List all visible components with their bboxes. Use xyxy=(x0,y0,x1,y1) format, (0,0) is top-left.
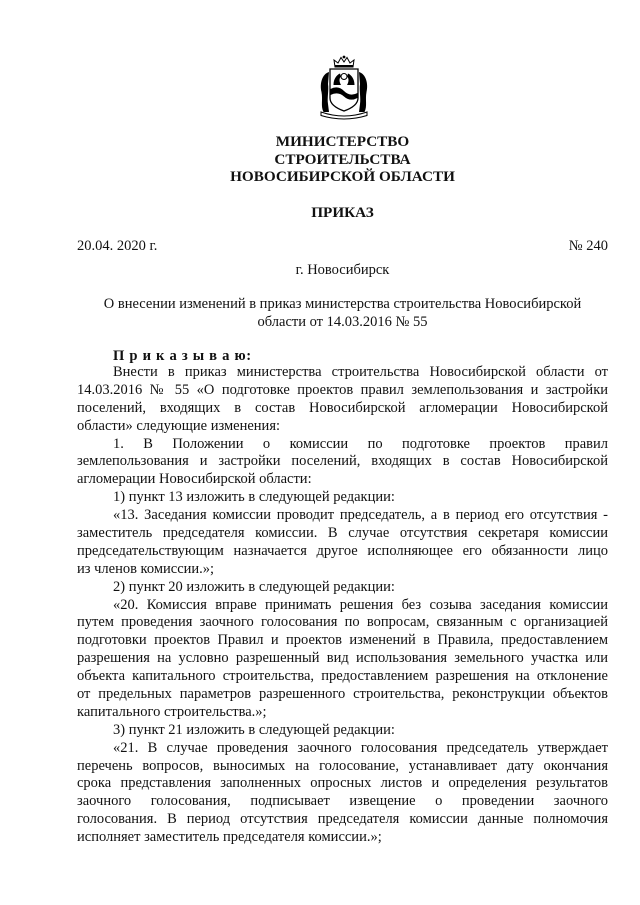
text-line: агломерации Новосибирской области: xyxy=(77,471,312,488)
paragraph-item-1 xyxy=(77,436,608,490)
text-line: 1) пункт 13 изложить в следующей редакции: xyxy=(113,489,395,506)
date-number-row xyxy=(77,237,608,255)
text-line: заместитель председателя комиссии. В случае отсутствия секретаря комиссии xyxy=(77,525,608,542)
ministry-header-line: НОВОСИБИРСКОЙ ОБЛАСТИ xyxy=(230,168,455,185)
document-type-title: ПРИКАЗ xyxy=(311,204,374,221)
paragraph-clause-20 xyxy=(77,597,608,722)
paragraph-subitem-3 xyxy=(77,722,608,740)
document-subject-line: О внесении изменений в приказ министерства строительства Новосибирской xyxy=(103,296,582,312)
paragraph-subitem-1 xyxy=(77,489,608,507)
paragraph-amend-order xyxy=(77,364,608,436)
text-line: «20. Комиссия вправе принимать решения без созыва заседания комиссии xyxy=(113,596,608,613)
text-line: путем проведения заочного голосования по вопросам, связанным с организацией xyxy=(77,614,608,631)
text-line: «13. Заседания комиссии проводит председатель, а в период его отсутствия - xyxy=(113,507,608,524)
text-line: срока представления заполненных опросных листов и определения результатов xyxy=(77,775,608,792)
text-line: заочного голосования, подписывает извещение о проведении заочного xyxy=(77,793,608,810)
text-line: поселений, входящих в состав Новосибирской агломерации Новосибирской xyxy=(77,399,608,416)
text-line: 3) пункт 21 изложить в следующей редакции: xyxy=(113,721,395,738)
paragraph-clause-21 xyxy=(77,740,608,847)
text-line: председательствующим назначается другое исполняющее его обязанности лицо xyxy=(77,542,608,559)
text-line: землепользования и застройки поселений, входящих в состав Новосибирской xyxy=(77,453,608,470)
text-line: области» следующие изменения: xyxy=(77,417,281,434)
ministry-header xyxy=(77,133,608,186)
text-line: голосования. В период отсутствия председателя комиссии данные полномочия xyxy=(77,811,608,828)
paragraph-clause-13 xyxy=(77,507,608,579)
text-line: объекта капитального строительства, предоставлением разрешения на отклонение xyxy=(77,668,608,685)
ministry-header-line: СТРОИТЕЛЬСТВА xyxy=(274,150,411,168)
coat-of-arms-icon xyxy=(316,54,372,120)
text-line: исполняет заместитель председателя комиссии.»; xyxy=(77,829,382,846)
document-subject xyxy=(77,295,608,331)
text-line: 1. В Положении о комиссии по подготовке проектов правил xyxy=(113,435,608,452)
text-line: из членов комиссии.»; xyxy=(77,560,215,577)
text-line: перечень вопросов, выносимых на голосование, устанавливает дату окончания xyxy=(77,757,608,774)
text-line: 14.03.2016 № 55 «О подготовке проектов правил землепользования и застройки xyxy=(77,381,608,398)
text-line: «21. В случае проведения заочного голосования председатель утверждает xyxy=(113,739,608,756)
text-line: Внести в приказ министерства строительства Новосибирской области от xyxy=(113,364,608,380)
order-directive: П р и к а з ы в а ю: xyxy=(113,348,252,364)
text-line: капитального строительства.»; xyxy=(77,703,267,720)
text-line: 2) пункт 20 изложить в следующей редакции: xyxy=(113,578,395,595)
document-date: 20.04. 2020 г. xyxy=(77,238,158,254)
ministry-header-line: МИНИСТЕРСТВО xyxy=(275,133,410,150)
text-line: от предельных параметров разрешенного строительства, реконструкции объектов xyxy=(77,686,608,703)
paragraph-subitem-2 xyxy=(77,579,608,597)
document-subject-line: области от 14.03.2016 № 55 xyxy=(257,314,428,330)
text-line: подготовки проектов Правил и проектов изменений в Правила, предоставлением xyxy=(77,632,608,649)
document-city: г. Новосибирск xyxy=(295,262,390,278)
document-number: № 240 xyxy=(568,238,608,254)
text-line: разрешения на условно разрешенный вид использования земельного участка или xyxy=(77,650,608,667)
document-body xyxy=(77,364,608,847)
